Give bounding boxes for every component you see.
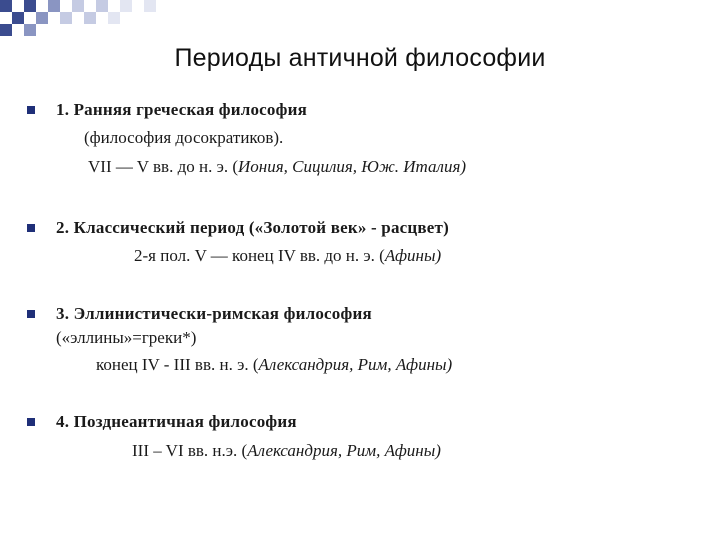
period-4-dates: III – VI вв. н.э. ( — [132, 441, 248, 460]
period-1-note: (философия досократиков). — [84, 128, 284, 147]
period-1-dates-line — [88, 157, 466, 177]
period-3-places: Александрия, Рим, Афины) — [258, 355, 453, 374]
slide-title: Периоды античной философии — [174, 44, 546, 72]
period-2-dates: 2-я пол. V — конец IV вв. до н. э. ( — [134, 246, 385, 265]
period-4-dates-line — [132, 441, 441, 461]
corner-checker-decoration — [0, 0, 160, 36]
period-3-dates-line — [96, 355, 452, 375]
period-1-heading: 1. Ранняя греческая философия — [56, 100, 307, 119]
period-3-heading: 3. Эллинистически-римская философия — [56, 304, 372, 323]
square-bullet-icon — [27, 224, 35, 232]
period-2-heading: 2. Классический период («Золотой век» - расцвет) — [56, 218, 449, 237]
period-4-heading: 4. Позднеантичная философия — [56, 412, 297, 431]
period-4-places: Александрия, Рим, Афины) — [247, 441, 441, 460]
period-3-note: («эллины»=греки*) — [56, 328, 197, 347]
period-2-dates-line — [134, 246, 441, 266]
period-3-dates: конец IV - III вв. н. э. ( — [96, 355, 259, 374]
period-1-dates: VII — V вв. до н. э. ( — [88, 157, 239, 176]
period-2-places: Афины) — [384, 246, 442, 265]
square-bullet-icon — [27, 106, 35, 114]
square-bullet-icon — [27, 310, 35, 318]
period-1-places: Иония, Сицилия, Юж. Италия) — [238, 157, 467, 176]
square-bullet-icon — [27, 418, 35, 426]
